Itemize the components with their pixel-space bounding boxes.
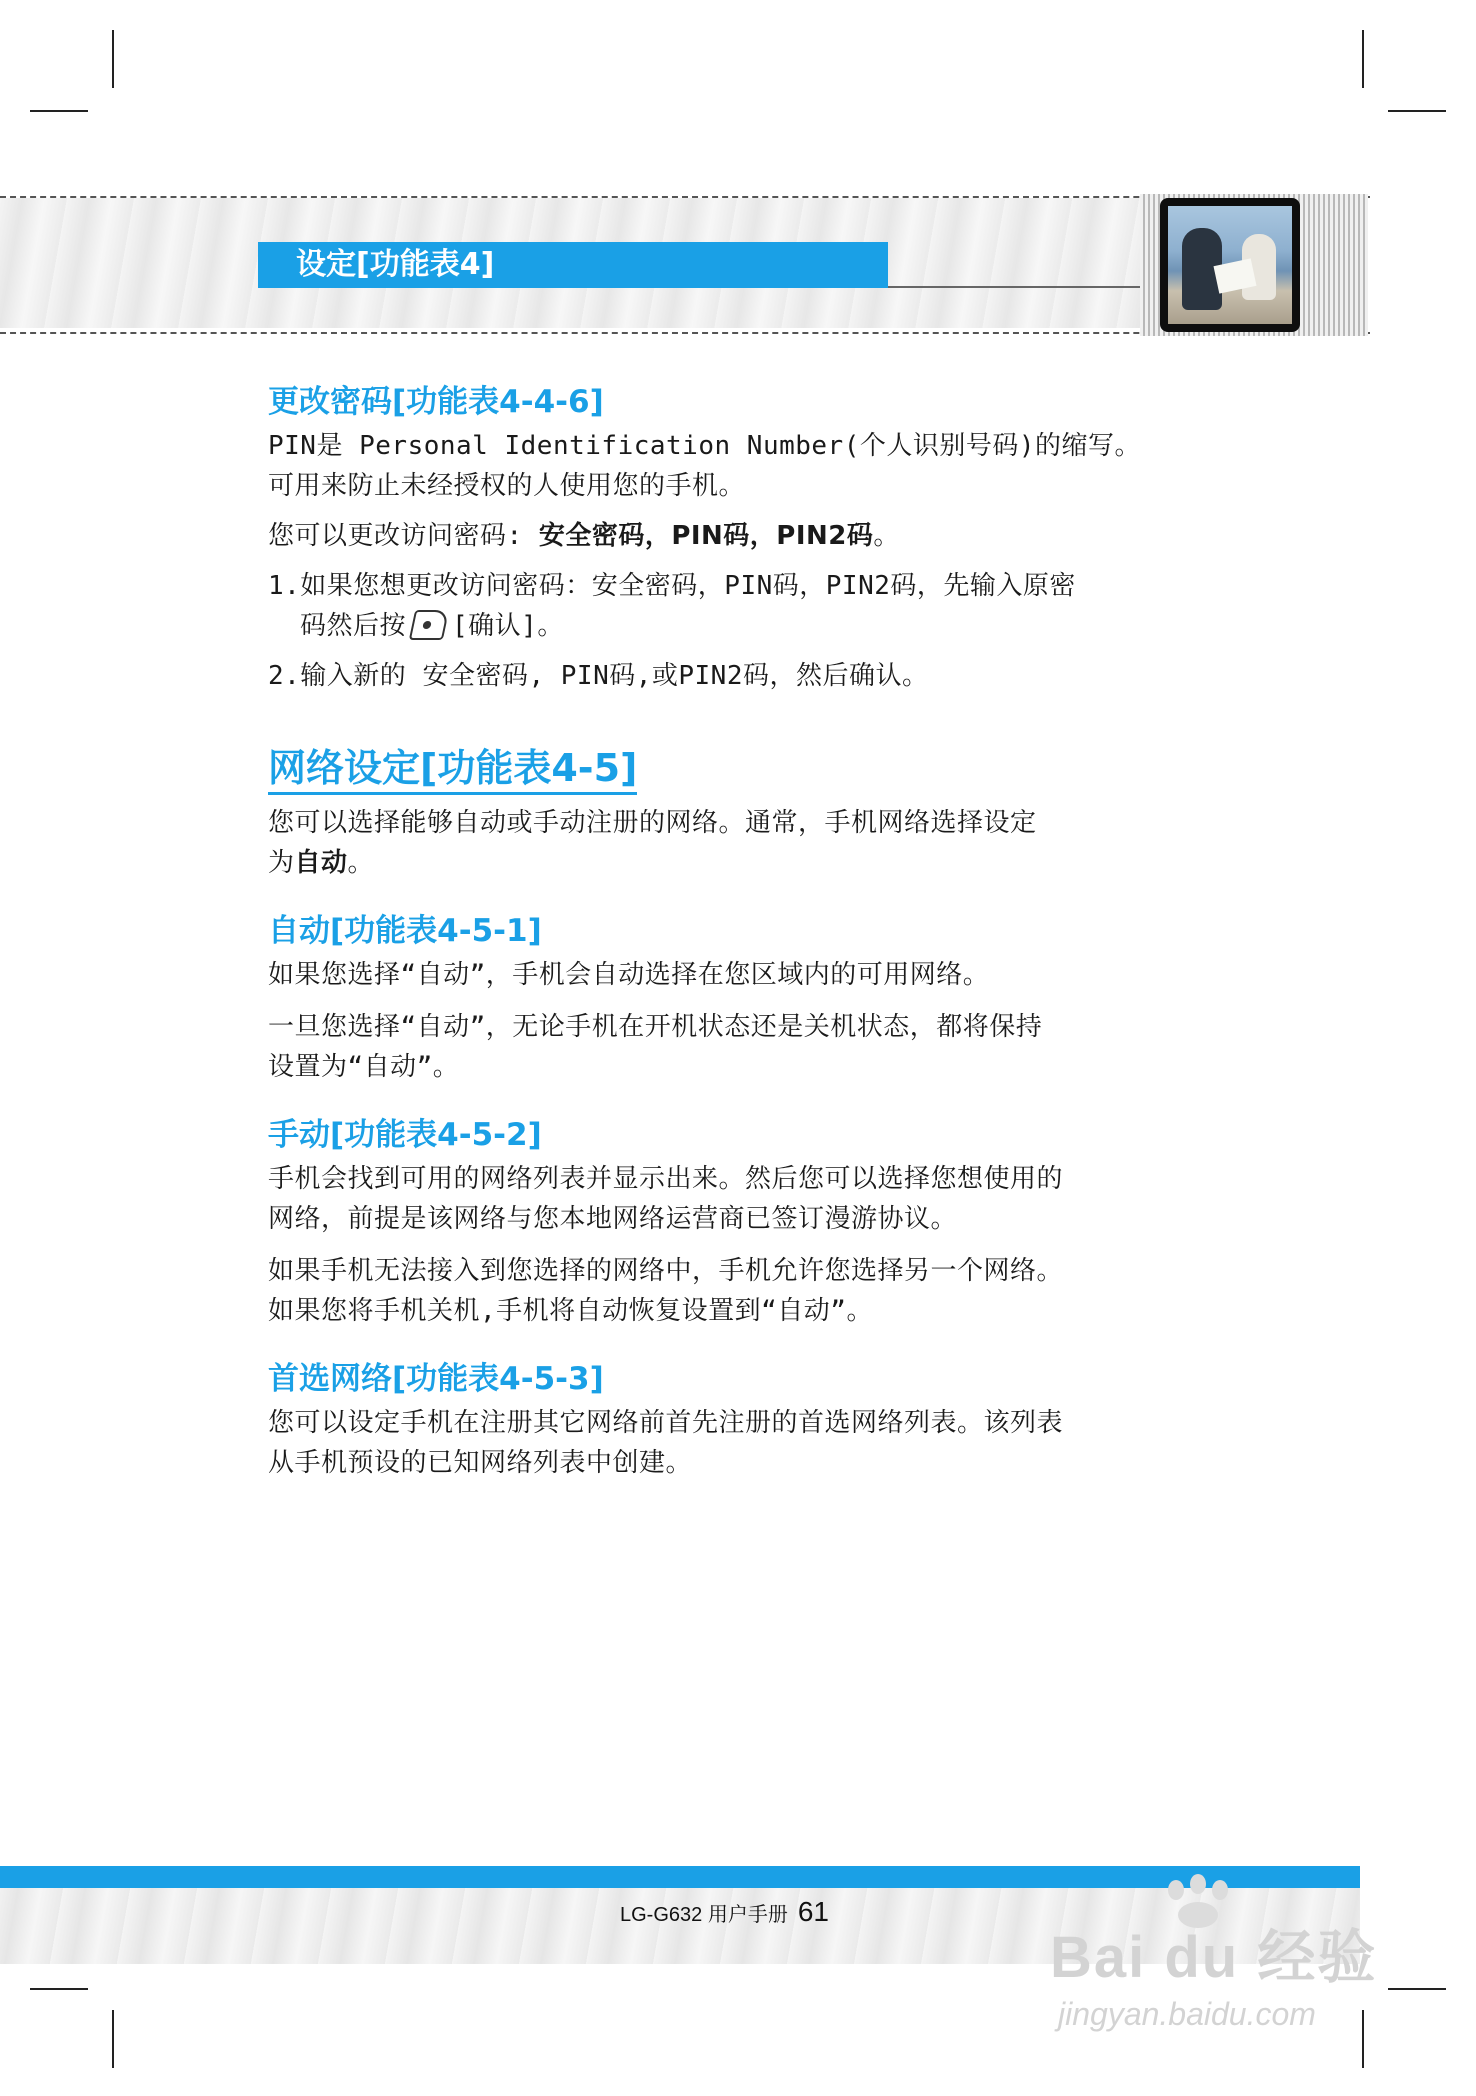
auto-bold: 自动 <box>294 848 348 878</box>
step-1-line-1: 1.如果您想更改访问密码：安全密码，PIN码，PIN2码，先输入原密 <box>268 571 1076 601</box>
footer <box>620 1896 829 1928</box>
heading-preferred-networks: 首选网络[功能表4-5-3] <box>268 1361 604 1397</box>
watermark-main: Bai du 经验 <box>1050 1925 1378 1990</box>
crop-mark <box>1388 1988 1446 1990</box>
heading-manual: 手动[功能表4-5-2] <box>268 1117 542 1153</box>
heading-change-password: 更改密码[功能表4-4-6] <box>268 384 604 420</box>
watermark-url: jingyan.baidu.com <box>1058 1996 1316 2032</box>
paragraph-line: 网络，前提是该网络与您本地网络运营商已签订漫游协议。 <box>268 1204 958 1234</box>
header-photo <box>1168 206 1292 324</box>
crop-mark <box>112 30 114 88</box>
access-suffix: 。 <box>873 521 900 551</box>
manual-label: LG-G632 用户手册 <box>620 1904 788 1926</box>
step-2: 2.输入新的 安全密码, PIN码,或PIN2码，然后确认。 <box>268 661 929 691</box>
paw-icon <box>1212 1880 1228 1900</box>
paragraph-line: 手机会找到可用的网络列表并显示出来。然后您可以选择您想使用的 <box>268 1164 1064 1194</box>
line-suffix: 。 <box>347 848 375 878</box>
paragraph-line: 您可以选择能够自动或手动注册的网络。通常，手机网络选择设定 <box>268 808 1037 838</box>
baidu-watermark <box>1050 1880 1390 2050</box>
page-content <box>268 380 1238 1483</box>
line-prefix: 为 <box>268 848 295 878</box>
crop-mark <box>1362 30 1364 88</box>
page-number: 61 <box>797 1896 829 1927</box>
paw-icon <box>1190 1874 1206 1894</box>
paragraph-line: 您可以设定手机在注册其它网络前首先注册的首选网络列表。该列表 <box>268 1408 1064 1438</box>
paw-icon <box>1168 1880 1184 1900</box>
paragraph-line: 如果您将手机关机,手机将自动恢复设置到“自动”。 <box>268 1296 873 1326</box>
paragraph-line: 如果您选择“自动”，手机会自动选择在您区域内的可用网络。 <box>268 960 990 990</box>
section-title-bar <box>258 242 888 288</box>
paragraph-access-codes <box>268 516 1238 556</box>
heading-auto: 自动[功能表4-5-1] <box>268 913 542 949</box>
heading-network-settings: 网络设定[功能表4-5] <box>268 744 637 795</box>
step-1-confirm: [确认]。 <box>452 611 564 641</box>
soft-key-icon <box>409 610 449 640</box>
crop-mark <box>30 110 88 112</box>
paragraph-line: 一旦您选择“自动”，无论手机在开机状态还是关机状态，都将保持 <box>268 1012 1043 1042</box>
crop-mark <box>112 2010 114 2068</box>
access-prefix: 您可以更改访问密码: <box>268 521 539 551</box>
paragraph-line-auto <box>268 843 1238 883</box>
step-1-line-2 <box>268 606 1238 646</box>
access-codes-bold: 安全密码，PIN码，PIN2码 <box>538 521 874 551</box>
crop-mark <box>1388 110 1446 112</box>
paragraph-line: 从手机预设的已知网络列表中创建。 <box>268 1448 693 1478</box>
section-title: 设定[功能表4] <box>296 247 495 282</box>
paragraph-line: 设置为“自动”。 <box>268 1052 460 1082</box>
crop-mark <box>30 1988 88 1990</box>
step-1-text: 码然后按 <box>300 611 407 641</box>
paragraph-line: 如果手机无法接入到您选择的网络中，手机允许您选择另一个网络。 <box>268 1256 1064 1286</box>
paragraph-line: 可用来防止未经授权的人使用您的手机。 <box>268 471 746 501</box>
paragraph-line: PIN是 Personal Identification Number(个人识别号码)的缩写。 <box>268 431 1142 461</box>
